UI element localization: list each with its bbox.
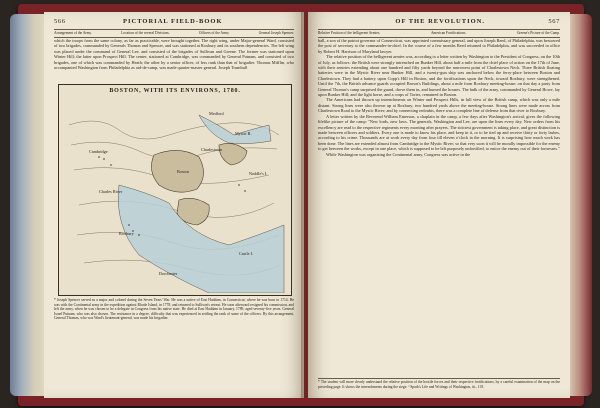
paragraph: While Washington was organizing the Continental army, Congress was active in the <box>326 151 471 157</box>
map-label: Boston <box>177 169 189 174</box>
paragraph: A letter written by the Reverend William Emerson, a chaplain in the camp, a few days after Washington's arrival, gives the following lifelike picture of the camp: "New lords, new laws. The generals, Washington and Lee, are upon the lines every day. New orders from his excellency are read to the respective regiments every morning after prayers. The strictest government is taking place, and great distinction is made between officers and soldiers. Every one is made to know his place, and keep in it, or to be tied up and receive thirty or forty lashes, according to his crime. Thousands are at work every day from four till eleven o'clock in the morning. It is surprising how much work has been done. The lines are extended almost from Cambridge to the Mystic River; so that very soon it will be morally impossible for the enemy to get between the works, except in one place, which is supposed to be left purposely unfortified, to entice the enemy out of their fortresses." <box>318 113 560 152</box>
left-running-title: PICTORIAL FIELD-BOOK <box>123 18 223 25</box>
left-subhead: Location of the several Divisions. <box>121 30 170 35</box>
right-body-text <box>318 38 560 378</box>
map-label: Dorchester <box>159 271 178 276</box>
left-subhead: General Joseph Spencer. <box>258 30 294 35</box>
map-label: Mystic R. <box>235 131 252 136</box>
map-label: Charlestown <box>201 147 223 152</box>
right-page-header <box>318 18 560 28</box>
boston-environs-map <box>58 84 292 296</box>
left-body-text: which the troops from the same colony, as far as practicable, were brought together. The right wing, under Major-general Ward, consisted of two brigades, commanded by Generals Thomas and Spencer, and was stationed at Roxbury and its southern dependencies. The left wing was placed under the command of General Lee, and consisted of the brigades of Sullivan and Greene. The former was stationed upon Winter Hill; the latter upon Prospect Hill. The center, stationed at Cambridge, was commanded by General Putnam, and consisted of two brigades, one of which was commanded by Heath; the other by a senior officer, of less rank than that of brigadier. Thomas Mifflin, who accompanied Washington from Philadelphia as aid-de-camp, was made quarter-master general. Joseph Trumbull <box>54 38 294 71</box>
map-label: Cambridge <box>89 149 108 154</box>
left-subheads <box>54 29 294 38</box>
left-page-header <box>54 18 294 28</box>
paragraph: The relative position of the belligerent armies was, according to a letter written by Washington to the President of Congress, on the 10th of July, as follows: the British were strongly intrenched on Bunker Hill, about half a mile from the chief place of action on the 17th of June, with their sentries extending about one hundred and fifty yards beyond the narrowest point of Charlestown Neck. Three British floating batteries were in the Mystic River near Bunker Hill, and a twenty-gun ship was anchored below the ferry-place between Boston and Charlestown. They had a battery upon Copp's Hill in Boston, and the fortifications upon the Neck, toward Roxbury, were strengthened. Until the 7th, the British advance guards occupied Brown's Buildings, about a mile from Roxbury meeting-house; on that day a party from General Thomas's camp surprised the guard, drove them in, and burned the houses. The bulk of the army, commanded by General Howe, lay upon Bunker Hill; and the light horse, and a corps of Tories, remained in Boston. <box>318 54 560 98</box>
right-subhead: American Fortifications. <box>430 30 467 35</box>
left-footnote: * Joseph Spencer served as a major and colonel during the Seven Years' War. He was a native of East Haddam, in Connecticut, where he was born in 1714. He was with the Continental army in the expedition against Rhode Island, in 1778, and returned to Sullivan's retreat. He soon afterward resigned his commission, and left the army, when he was chosen to be a delegate in Congress from his native state. He died at East Haddam in January, 1789, aged seventy-five years. General Israel Putnam, who was also chosen. The resistance in a degree, difficulty that was experienced in settling the rank of some of the officers. By this arrangement, General Thomas, who was Ward's lieutenant-general, was made his brigadier. <box>54 298 294 321</box>
map-label: Medford <box>209 111 224 116</box>
map-label: Charles River <box>99 189 123 194</box>
right-subhead: Relative Position of the belligerent Armies. <box>318 30 381 35</box>
right-footnote: * The student will more clearly understand the relative position of the hostile forces and their respective fortifications, by a careful examination of the map on the preceding page. It shows the intrenchments during the siege. ² Spark's Life and Writings of Washington, iii., 101. <box>318 378 560 398</box>
map-label: Roxbury <box>119 231 134 236</box>
left-page-number: 566 <box>54 18 66 25</box>
map-illustration <box>59 85 289 293</box>
left-subhead: Officers of the Army. <box>198 30 230 35</box>
right-page <box>308 12 570 398</box>
left-page <box>44 12 304 398</box>
paragraph: The Americans had thrown up intrenchments on Winter and Prospect Hills, in full view of the British camp, which was only a mile distant. Strong lines were also thrown up at Roxbury, two hundred yards above the meeting-house. Strong lines were made across from Charlestown Road to the Mystic River; and by connecting redoubts, there was a complete line of defense from that river to Roxbury. <box>318 97 560 114</box>
right-running-title: OF THE REVOLUTION. <box>395 18 485 25</box>
map-title: BOSTON, WITH ITS ENVIRONS, 1780. <box>109 88 241 94</box>
right-subheads <box>318 29 560 38</box>
map-label: Noddle's I. <box>249 171 268 176</box>
right-page-number: 567 <box>548 18 560 25</box>
paragraph: ball, a son of the patriot governor of Connecticut, was appointed commissary general, and upon Joseph Reed, of Philadelphia, was bestowed the post of secretary to the commander-in-chief. In the course of a few months Reed returned to Philadelphia, and was succeeded in office by Robert H. Harrison of Maryland lawyer. <box>318 38 560 54</box>
right-subhead: Greene's Picture of the Camp. <box>516 30 560 35</box>
left-subhead: Arrangement of the Army. <box>54 30 92 35</box>
open-book <box>18 4 584 406</box>
map-label: Castle I. <box>239 251 253 256</box>
